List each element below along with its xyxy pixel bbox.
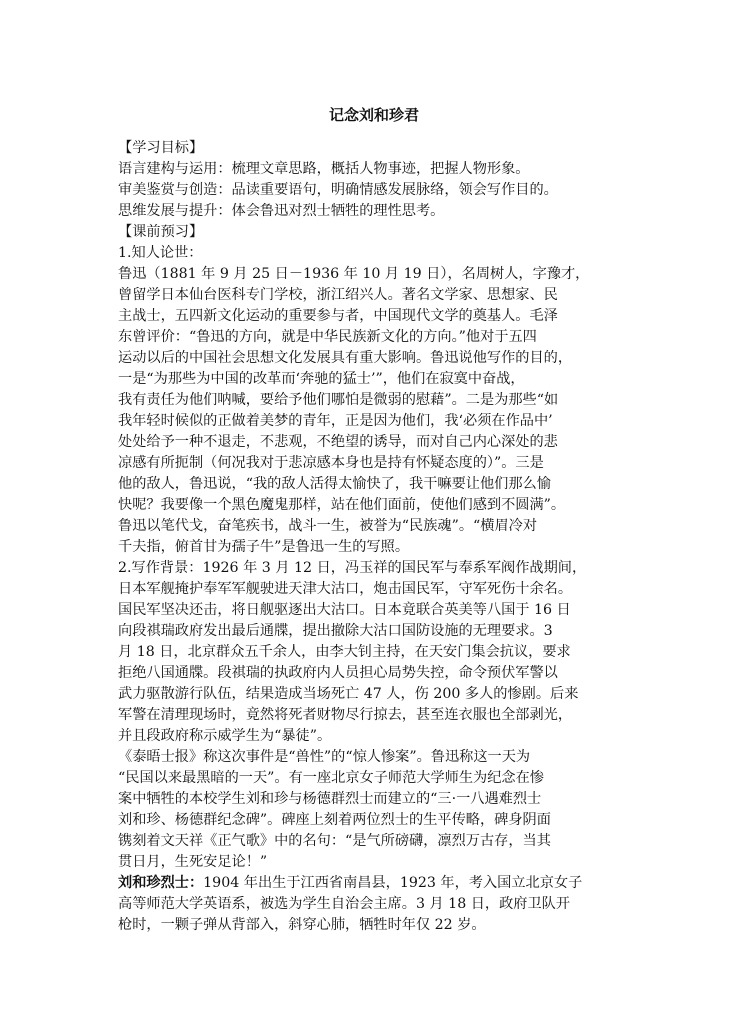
- section-heading-objectives: 【学习目标】: [118, 140, 204, 156]
- objective-line: 思维发展与提升：体会鲁迅对烈士牺牲的理性思考。: [118, 203, 445, 219]
- paragraph-line: 我有责任为他们呐喊，要给予他们哪怕是微弱的慰藉”。二是为那些“如: [118, 392, 559, 408]
- section-heading-preview: 【课前预习】: [118, 224, 204, 240]
- paragraph-line: 东曾评价：“鲁迅的方向，就是中华民族新文化的方向。”他对于五四: [118, 329, 537, 345]
- document-title: 记念刘和珍君: [328, 106, 419, 124]
- person-label: 刘和珍烈士：: [118, 875, 204, 891]
- paragraph-line: 拒绝八国通牒。段祺瑞的执政府内人员担心局势失控，命令预伏军警以: [118, 665, 558, 681]
- paragraph-line: 主战士，五四新文化运动的重要参与者，中国现代文学的奠基人。毛泽: [118, 308, 558, 324]
- person-bio-line: 高等师范大学英语系，被选为学生自治会主席。3 月 18 日，政府卫队开: [118, 896, 571, 912]
- document-page: [118, 104, 630, 936]
- subheading-author: 1.知人论世：: [118, 245, 203, 261]
- paragraph-line: 向段祺瑞政府发出最后通牒，提出撤除大沽口国防设施的无理要求。3: [118, 623, 553, 639]
- person-bio-line: 枪时，一颗子弹从背部入，斜穿心肺，牺牲时年仅 22 岁。: [118, 917, 486, 933]
- paragraph-line: 贯日月，生死安足论！”: [118, 854, 268, 870]
- paragraph-line: 并且段政府称示威学生为“暴徒”。: [118, 728, 332, 744]
- paragraph-line: 快呢？我要像一个黑色魔鬼那样，站在他们面前，使他们感到不圆满”。: [118, 497, 566, 513]
- paragraph-line: 《泰晤士报》称这次事件是“兽性”的“惊人惨案”。鲁迅称这一天为: [118, 749, 531, 765]
- paragraph-line: 鲁迅（1881 年 9 月 25 日－1936 年 10 月 19 日），名周树人，字豫才，: [118, 266, 590, 282]
- paragraph-line: 刘和珍、杨德群纪念碑”。碑座上刻着两位烈士的生平传略，碑身阴面: [118, 812, 551, 828]
- paragraph-line: 镌刻着文天祥《正气歌》中的名句：“是气所磅礴，凛烈万古存，当其: [118, 833, 551, 849]
- objective-line: 审美鉴赏与创造：品读重要语句，明确情感发展脉络，领会写作目的。: [118, 182, 558, 198]
- paragraph-line: 他的敌人，鲁迅说，“我的敌人活得太愉快了，我干嘛要让他们那么愉: [118, 476, 551, 492]
- background-heading-line: 2.写作背景：1926 年 3 月 12 日，冯玉祥的国民军与奉系军阀作战期间，: [118, 560, 587, 576]
- paragraph-line: 曾留学日本仙台医科专门学校，浙江绍兴人。著名文学家、思想家、民: [118, 287, 558, 303]
- paragraph-line: 一是“为那些为中国的改革而‘奔驰的猛士’”，他们在寂寞中奋战，: [118, 371, 525, 387]
- objective-line: 语言建构与运用：梳理文章思路，概括人物事迹，把握人物形象。: [118, 161, 530, 177]
- person-bio-text: 1904 年出生于江西省南昌县，1923 年，考入国立北京女子: [203, 875, 583, 891]
- paragraph-line: 月 18 日，北京群众五千余人，由李大钊主持，在天安门集会抗议，要求: [118, 644, 571, 660]
- paragraph-line: 案中牺牲的本校学生刘和珍与杨德群烈士而建立的“三·一八遇难烈士: [118, 791, 542, 807]
- paragraph-line: 军警在清理现场时，竟然将死者财物尽行掠去，甚至连衣服也全部剥光，: [118, 707, 573, 723]
- paragraph-line: 运动以后的中国社会思想文化发展具有重大影响。鲁迅说他写作的目的，: [118, 350, 573, 366]
- paragraph-line: 千夫指，俯首甘为孺子牛”是鲁迅一生的写照。: [118, 539, 410, 555]
- paragraph-line: 国民军坚决还击，将日舰驱逐出大沽口。日本竟联合英美等八国于 16 日: [118, 602, 571, 618]
- paragraph-line: 武力驱散游行队伍，结果造成当场死亡 47 人，伤 200 多人的惨剧。后来: [118, 686, 579, 702]
- paragraph-line: 日本军舰掩护奉军军舰驶进天津大沽口，炮击国民军，守军死伤十余名。: [118, 581, 573, 597]
- paragraph-line: 处处给予一种不退走，不悲观，不绝望的诱导，而对自己内心深处的悲: [118, 434, 558, 450]
- paragraph-line: 我年轻时候似的正做着美梦的青年，正是因为他们，我‘必须在作品中’: [118, 413, 553, 429]
- paragraph-line: 凉感有所扼制（何况我对于悲凉感本身也是持有怀疑态度的）”。三是: [118, 455, 544, 471]
- person-bio-line: [118, 873, 630, 894]
- paragraph-line: “民国以来最黑暗的一天”。有一座北京女子师范大学师生为纪念在惨: [118, 770, 544, 786]
- paragraph-line: 鲁迅以笔代戈，奋笔疾书，战斗一生，被誉为“民族魂”。“横眉冷对: [118, 518, 538, 534]
